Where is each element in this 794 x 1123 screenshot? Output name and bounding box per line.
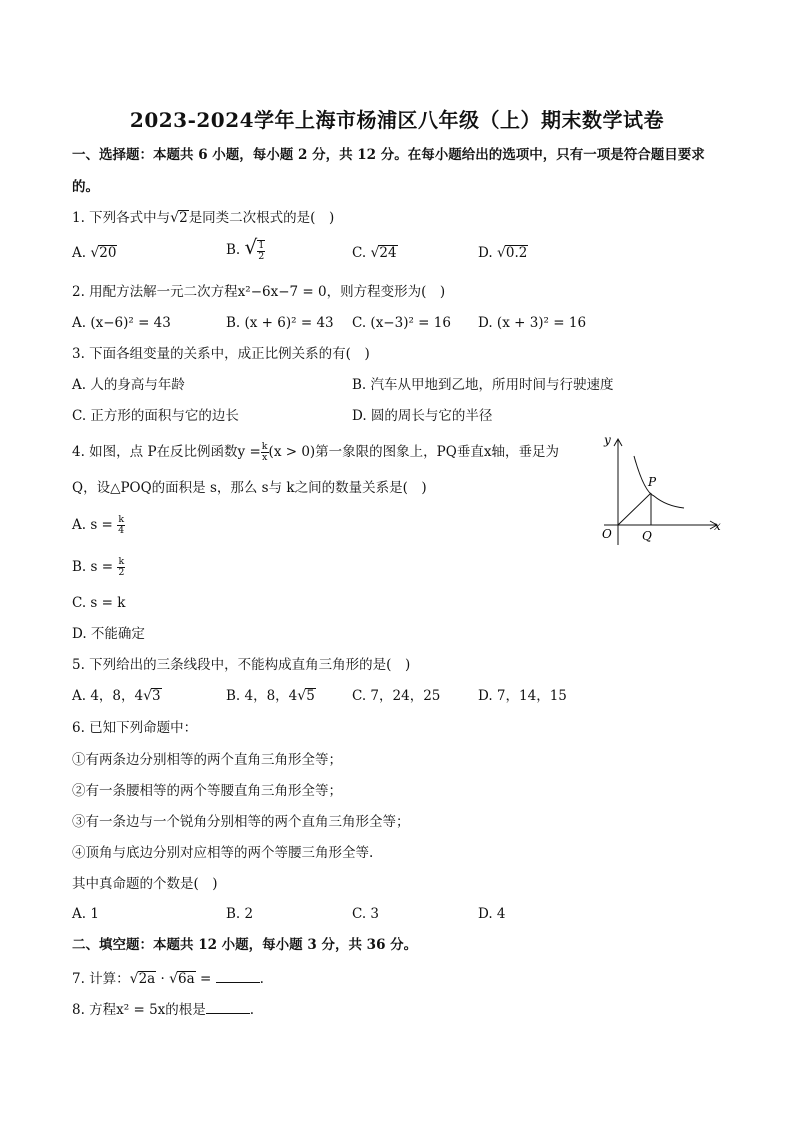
q6-item-3: ③有一条边与一个锐角分别相等的两个直角三角形全等；	[72, 814, 410, 830]
q2-option-d: D. (x + 3)² = 16	[478, 315, 587, 331]
question-4-line-2: Q，设△POQ的面积是 s，那么 s与 k之间的数量关系是( )	[72, 480, 427, 496]
q6-option-a: A. 1	[72, 906, 99, 922]
label-q: Q	[642, 529, 652, 543]
q4-option-b: B. s = $\frac{k}{2}$	[72, 556, 125, 578]
q2-option-c: C. (x−3)² = 16	[352, 315, 451, 331]
q6-option-c: C. 3	[352, 906, 380, 922]
question-2: 2. 用配方法解一元二次方程x²−6x−7 = 0，则方程变形为( )	[72, 284, 446, 300]
q6-item-1: ①有两条边分别相等的两个直角三角形全等；	[72, 752, 342, 768]
question-6: 6. 已知下列命题中：	[72, 720, 198, 736]
q1-option-b: B. √ $\frac{1}{2}$	[226, 235, 265, 262]
q6-item-4: ④顶角与底边分别对应相等的两个等腰三角形全等.	[72, 845, 374, 861]
q6-option-b: B. 2	[226, 906, 254, 922]
question-4-line-1: 4. 如图，点 P在反比例函数y = $\frac{k}{x}$ (x > 0)第一象限的图象上，PQ垂直x轴，垂足为	[72, 441, 559, 463]
label-y: y	[604, 433, 611, 447]
q5-option-a: A. 4，8，4√3	[72, 688, 161, 704]
q4-option-c: C. s = k	[72, 595, 126, 611]
q7-answer-blank[interactable]	[216, 968, 260, 983]
q1-option-d: D. √0.2	[478, 245, 528, 261]
q6-question: 其中真命题的个数是( )	[72, 876, 218, 892]
hyperbola-curve	[634, 456, 684, 508]
q3-option-b: B. 汽车从甲地到乙地，所用时间与行驶速度	[352, 377, 614, 393]
question-1: 1. 下列各式中与√2是同类二次根式的是( )	[72, 210, 335, 226]
section-1-heading-cont: 的。	[72, 179, 99, 195]
q2-option-b: B. (x + 6)² = 43	[226, 315, 334, 331]
q3-option-a: A. 人的身高与年龄	[72, 377, 185, 393]
label-p: P	[648, 475, 657, 489]
q4-option-a: A. s = $\frac{k}{4}$	[72, 514, 125, 536]
q4-option-d: D. 不能确定	[72, 626, 145, 642]
q8-answer-blank[interactable]	[206, 999, 250, 1014]
section-1-heading: 一、选择题：本题共 6 小题，每小题 2 分，共 12 分。在每小题给出的选项中，只有一项是符合题目要求	[72, 147, 705, 163]
question-7: 7. 计算：√2a · √6a = .	[72, 968, 264, 988]
q2-option-a: A. (x−6)² = 43	[72, 315, 171, 331]
q5-option-d: D. 7，14，15	[478, 688, 567, 704]
q1-option-c: C. √24	[352, 245, 397, 261]
q6-item-2: ②有一条腰相等的两个等腰直角三角形全等；	[72, 783, 342, 799]
section-2-heading: 二、填空题：本题共 12 小题，每小题 3 分，共 36 分。	[72, 937, 418, 953]
q5-option-b: B. 4，8，4√5	[226, 688, 315, 704]
q3-option-d: D. 圆的周长与它的半径	[352, 408, 493, 424]
label-o: O	[602, 527, 612, 541]
question-5: 5. 下列给出的三条线段中，不能构成直角三角形的是( )	[72, 657, 411, 673]
q6-option-d: D. 4	[478, 906, 506, 922]
page-title: 2023-2024学年上海市杨浦区八年级（上）期末数学试卷	[129, 108, 665, 132]
q3-option-c: C. 正方形的面积与它的边长	[72, 408, 239, 424]
question-3: 3. 下面各组变量的关系中，成正比例关系的有( )	[72, 346, 370, 362]
q5-option-c: C. 7，24，25	[352, 688, 441, 704]
question-8: 8. 方程x² = 5x的根是 .	[72, 999, 254, 1019]
segment-op	[618, 493, 651, 525]
label-x: x	[714, 519, 721, 533]
q4-figure	[596, 430, 726, 550]
q1-option-a: A. √20	[72, 245, 117, 261]
